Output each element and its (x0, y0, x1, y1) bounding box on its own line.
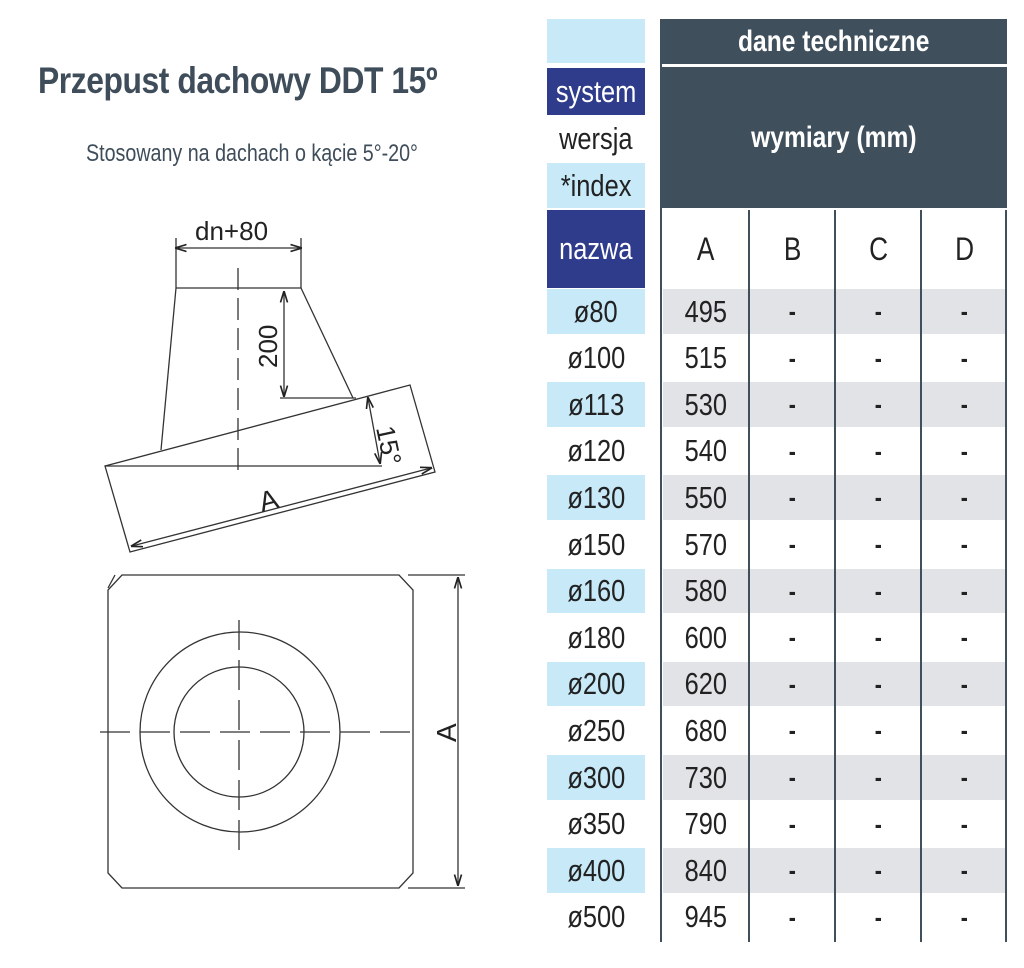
row-value-b (750, 522, 834, 567)
cell-value: - (874, 575, 882, 606)
row-value-a (663, 755, 748, 800)
row-value-b (750, 569, 834, 613)
col-header-a: A (697, 230, 715, 267)
row-value-b (750, 382, 834, 427)
row-value-a (663, 662, 748, 706)
cell-value: - (960, 715, 969, 745)
cell-value: - (874, 342, 882, 373)
row-name: ø300 (567, 759, 625, 795)
row-name-cell (547, 382, 645, 427)
row-name-cell (547, 289, 645, 334)
system-label-cell (547, 68, 645, 115)
row-name: ø150 (567, 526, 625, 562)
cell-value: - (874, 668, 882, 699)
cell-value: - (874, 529, 882, 559)
page-subtitle: Stosowany na dachach o kącie 5°-20° (86, 140, 418, 167)
row-name-cell (547, 429, 645, 473)
cell-value: - (874, 715, 882, 745)
cell-value: - (960, 855, 969, 885)
row-name: ø180 (567, 619, 625, 655)
cell-value: - (788, 715, 796, 745)
cell-value: - (874, 622, 882, 652)
cell-value: - (874, 482, 882, 512)
cell-value: - (960, 296, 969, 326)
row-value-d (922, 708, 1007, 753)
row-name-cell (547, 662, 645, 706)
table-corner-cell (547, 19, 645, 63)
row-value-c (836, 708, 920, 753)
row-value-a (663, 382, 748, 427)
cell-value: - (960, 482, 969, 512)
cell-value: - (788, 482, 796, 512)
row-value-d (922, 336, 1007, 380)
cell-value: - (788, 575, 796, 606)
dim-angle-label: 15° (370, 423, 408, 468)
cell-value: - (960, 668, 969, 699)
row-value-c (836, 848, 920, 893)
row-name-cell (547, 475, 645, 520)
row-value-a (663, 802, 748, 846)
row-value-b (750, 662, 834, 706)
cell-value: 550 (684, 479, 727, 515)
name-label: nazwa (559, 231, 633, 266)
cell-value: 620 (684, 666, 727, 701)
cell-value: - (960, 622, 969, 652)
dim-a-side-label: A (255, 483, 282, 518)
dim-top-label: dn+80 (195, 216, 269, 246)
row-value-a (663, 429, 748, 473)
col-header-c: C (869, 230, 889, 267)
cell-value: - (788, 668, 796, 699)
system-label: system (555, 73, 637, 109)
row-name-cell (547, 755, 645, 800)
row-value-c (836, 429, 920, 473)
row-value-d (922, 848, 1007, 893)
row-name: ø113 (567, 386, 625, 422)
col-divider (748, 210, 750, 942)
row-value-a (663, 895, 748, 939)
row-name-cell (547, 569, 645, 613)
row-value-a (663, 522, 748, 567)
row-name: ø80 (574, 293, 618, 329)
col-header-b: B (784, 230, 802, 267)
cell-value: - (788, 529, 796, 559)
row-value-d (922, 662, 1007, 706)
row-value-b (750, 475, 834, 520)
col-divider (660, 19, 662, 942)
cell-value: - (874, 389, 882, 419)
cell-value: 530 (684, 386, 727, 422)
cell-value: - (960, 435, 969, 466)
cell-value: - (788, 808, 796, 839)
row-name-cell (547, 848, 645, 893)
cell-value: 600 (684, 619, 727, 655)
row-name: ø130 (567, 479, 625, 515)
row-value-d (922, 289, 1007, 334)
row-value-d (922, 475, 1007, 520)
row-name: ø500 (567, 899, 625, 934)
row-value-d (922, 429, 1007, 473)
row-value-b (750, 708, 834, 753)
row-value-c (836, 615, 920, 660)
cell-value: - (788, 435, 796, 466)
cell-value: - (788, 389, 796, 419)
cell-value: - (788, 855, 796, 885)
row-value-c (836, 662, 920, 706)
cell-value: 515 (684, 340, 727, 375)
row-value-a (663, 289, 748, 334)
cone-left-edge (161, 288, 176, 450)
cell-value: 730 (684, 759, 727, 795)
index-label-cell (547, 163, 645, 208)
dims-header-label: wymiary (mm) (751, 120, 917, 154)
row-value-a (663, 569, 748, 613)
row-name-cell (547, 522, 645, 567)
row-value-d (922, 895, 1007, 939)
row-name-cell (547, 615, 645, 660)
row-name-cell (547, 802, 645, 846)
index-label: *index (560, 167, 632, 203)
row-value-a (663, 475, 748, 520)
row-name: ø160 (567, 573, 625, 608)
tech-header (661, 19, 1007, 64)
row-value-d (922, 802, 1007, 846)
row-value-b (750, 336, 834, 380)
col-header-d: D (955, 230, 975, 267)
cell-value: 495 (684, 293, 727, 329)
dim-a-plan-label: A (431, 723, 462, 742)
row-value-c (836, 802, 920, 846)
dim-height-label: 200 (253, 324, 283, 368)
cell-value: 945 (684, 899, 727, 934)
cell-value: - (874, 296, 882, 326)
cell-value: - (960, 762, 969, 792)
row-value-c (836, 755, 920, 800)
row-value-a (663, 615, 748, 660)
cell-value: 840 (684, 852, 727, 888)
cone-right-edge (301, 288, 353, 398)
cell-value: - (788, 901, 796, 932)
row-name: ø120 (567, 433, 625, 468)
row-value-b (750, 802, 834, 846)
row-value-c (836, 289, 920, 334)
cell-value: 790 (684, 806, 727, 841)
col-divider (920, 210, 922, 942)
cell-value: - (788, 296, 796, 326)
row-value-c (836, 382, 920, 427)
cell-value: - (788, 342, 796, 373)
side-flange-plate (105, 385, 435, 552)
row-value-a (663, 848, 748, 893)
row-value-c (836, 475, 920, 520)
cell-value: - (874, 762, 882, 792)
cell-value: - (960, 901, 969, 932)
cell-value: - (874, 435, 882, 466)
row-value-a (663, 336, 748, 380)
dims-header (661, 67, 1007, 208)
row-value-d (922, 615, 1007, 660)
name-label-cell (547, 210, 645, 288)
row-value-b (750, 848, 834, 893)
row-value-c (836, 336, 920, 380)
row-value-d (922, 382, 1007, 427)
cell-value: 580 (684, 573, 727, 608)
version-label: wersja (559, 121, 633, 156)
cell-value: - (960, 529, 969, 559)
row-value-b (750, 429, 834, 473)
row-value-c (836, 895, 920, 939)
row-value-b (750, 755, 834, 800)
cell-value: - (874, 808, 882, 839)
cell-value: 680 (684, 712, 727, 748)
cell-value: - (788, 622, 796, 652)
row-name: ø350 (567, 806, 625, 841)
row-name-cell (547, 336, 645, 380)
version-label-cell (547, 116, 645, 162)
cell-value: - (874, 901, 882, 932)
tech-header-label: dane techniczne (738, 24, 930, 58)
row-name: ø250 (567, 712, 625, 748)
row-value-b (750, 615, 834, 660)
cell-value: - (874, 855, 882, 885)
cell-value: - (960, 389, 969, 419)
cell-value: 570 (684, 526, 727, 562)
row-value-d (922, 569, 1007, 613)
col-divider (1005, 210, 1007, 942)
row-name-cell (547, 895, 645, 939)
col-divider (834, 210, 836, 942)
row-name: ø200 (567, 666, 625, 701)
row-value-c (836, 569, 920, 613)
row-value-c (836, 522, 920, 567)
row-value-d (922, 755, 1007, 800)
cell-value: - (960, 342, 969, 373)
cell-value: 540 (684, 433, 727, 468)
row-value-a (663, 708, 748, 753)
cell-value: - (960, 808, 969, 839)
row-name-cell (547, 708, 645, 753)
row-value-d (922, 522, 1007, 567)
row-value-b (750, 895, 834, 939)
cell-value: - (788, 762, 796, 792)
cell-value: - (960, 575, 969, 606)
row-name: ø100 (567, 340, 625, 375)
page-title: Przepust dachowy DDT 15º (38, 60, 438, 101)
row-value-b (750, 289, 834, 334)
row-name: ø400 (567, 852, 625, 888)
